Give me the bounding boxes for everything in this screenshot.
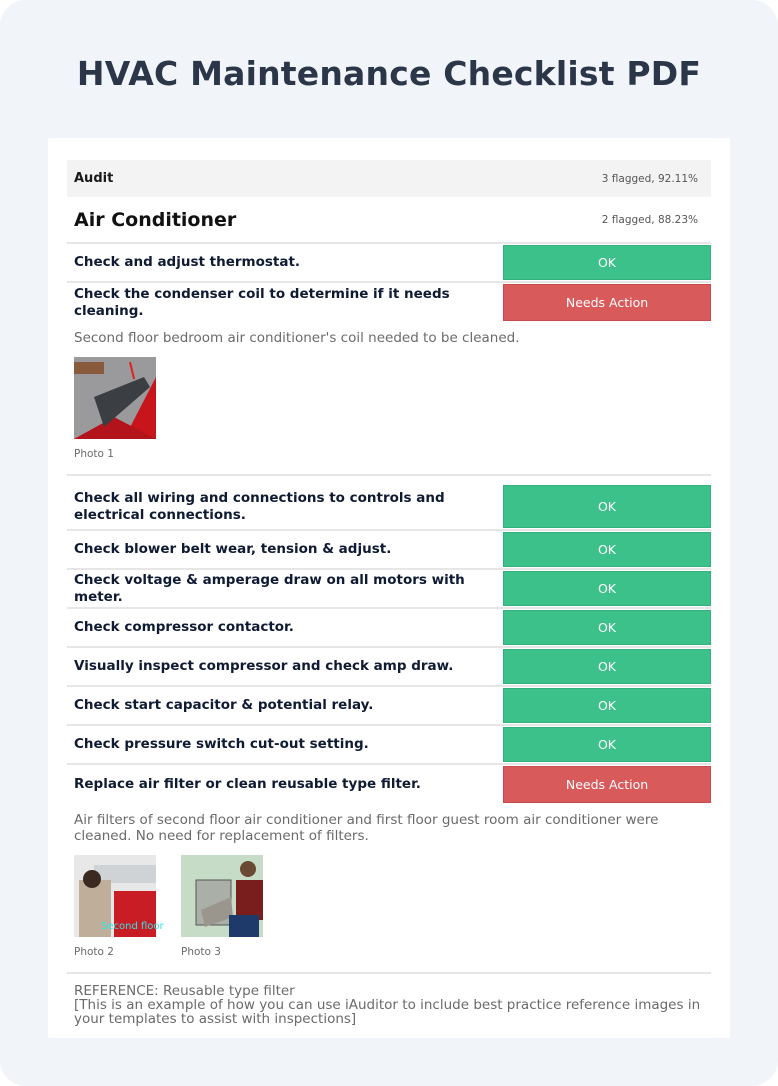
reference-text: [This is an example of how you can use iAuditor to include best practice reference images in your templates to assist with inspections]: [74, 997, 701, 1027]
question: Check and adjust thermostat.: [74, 254, 301, 270]
section-title: Air Conditioner: [74, 208, 237, 231]
section-score: 2 flagged, 88.23%: [601, 213, 698, 226]
photo-3[interactable]: [181, 855, 263, 958]
response-badge: OK: [503, 245, 711, 280]
question: Visually inspect compressor and check amp draw.: [74, 658, 454, 674]
audit-score: 3 flagged, 92.11%: [601, 172, 698, 185]
response-badge: Needs Action: [503, 284, 711, 321]
checklist-row: [67, 609, 711, 648]
item-note: Second floor bedroom air conditioner's coil needed to be cleaned.: [74, 330, 520, 346]
photo-thumbnail[interactable]: [181, 855, 263, 937]
photo-caption: Photo 3: [181, 946, 221, 958]
response-badge: OK: [503, 485, 711, 528]
photo-list: [67, 844, 711, 958]
response-badge: OK: [503, 688, 711, 723]
report-document: [48, 138, 730, 1038]
response-badge: OK: [503, 610, 711, 645]
response-badge: OK: [503, 571, 711, 606]
reference-title: REFERENCE: Reusable type filter: [74, 983, 295, 999]
checklist-row: [67, 484, 711, 531]
audit-label: Audit: [74, 171, 114, 186]
photo-list: [67, 346, 711, 460]
question: Check voltage & amperage draw on all motors with meter.: [74, 571, 465, 605]
question: Check compressor contactor.: [74, 619, 294, 635]
divider: [67, 474, 711, 476]
reference-note: [67, 974, 711, 1026]
checklist-row: [67, 283, 711, 322]
photo-caption: Photo 2: [74, 946, 114, 958]
response-badge: Needs Action: [503, 766, 711, 803]
checklist-row: [67, 765, 711, 804]
checklist-row: [67, 687, 711, 726]
question: Replace air filter or clean reusable type filter.: [74, 776, 421, 792]
question: Check the condenser coil to determine if it needs cleaning.: [74, 285, 450, 319]
item-note: Air filters of second floor air conditioner and first floor guest room air conditioner were cleaned. No need for replacement of filters.: [74, 812, 659, 844]
response-badge: OK: [503, 532, 711, 567]
question: Check pressure switch cut-out setting.: [74, 736, 369, 752]
checklist-row: [67, 531, 711, 570]
checklist-row: [67, 726, 711, 765]
checklist-row: [67, 570, 711, 609]
page-title: HVAC Maintenance Checklist PDF: [76, 54, 702, 93]
photo-thumbnail[interactable]: [74, 357, 156, 439]
checklist-row: [67, 244, 711, 283]
question: Check all wiring and connections to controls and electrical connections.: [74, 489, 445, 523]
photo-overlay-text: Second floor: [101, 921, 164, 932]
response-badge: OK: [503, 727, 711, 762]
question: Check blower belt wear, tension & adjust.: [74, 541, 392, 557]
photo-2[interactable]: [74, 855, 164, 958]
photo-thumbnail[interactable]: [74, 855, 164, 937]
audit-header: [67, 160, 711, 197]
question: Check start capacitor & potential relay.: [74, 697, 374, 713]
section-header: [67, 197, 711, 244]
photo-1[interactable]: [74, 357, 156, 460]
photo-caption: Photo 1: [74, 448, 114, 460]
response-badge: OK: [503, 649, 711, 684]
checklist-row: [67, 648, 711, 687]
